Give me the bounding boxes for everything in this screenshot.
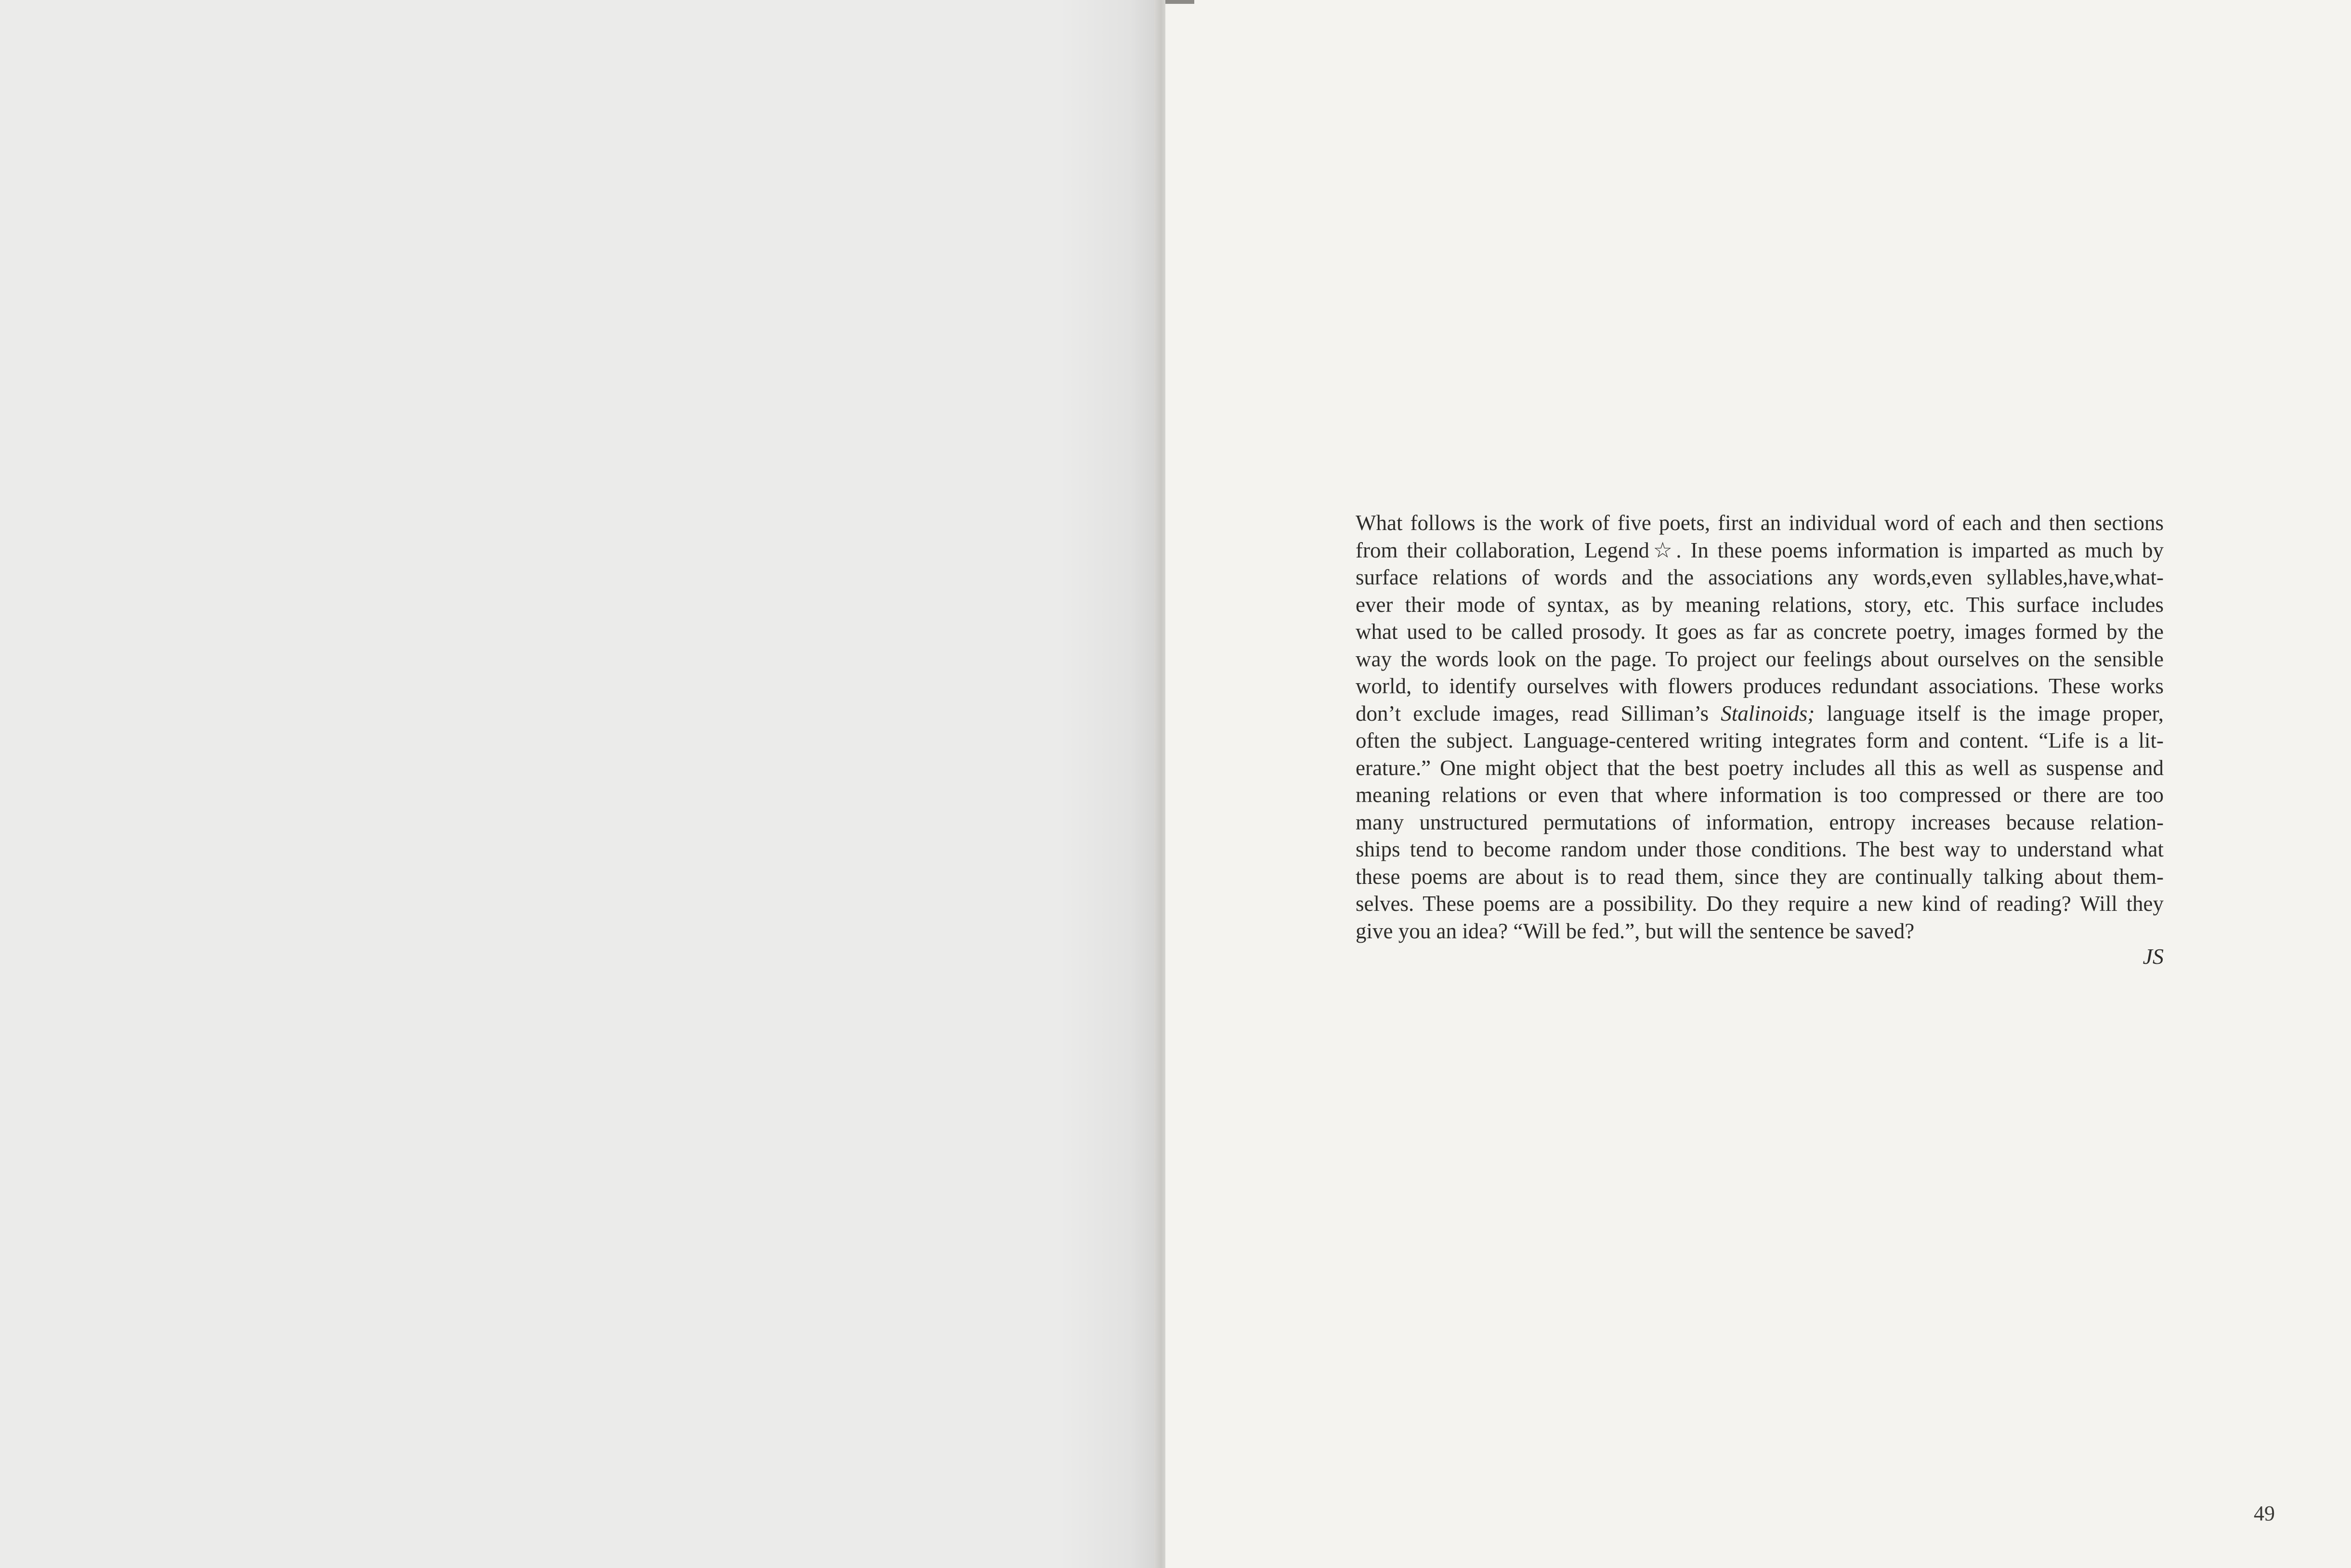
paragraph-line: ships tend to become random under those conditions. The best way to understand what xyxy=(1356,837,2164,861)
right-page xyxy=(1165,0,2351,1568)
paragraph-line: meaning relations or even that where information is too compressed or there are too xyxy=(1356,783,2164,807)
line-text-after-title: language itself is the image proper, xyxy=(1815,701,2164,726)
paragraph-line: way the words look on the page. To project our feelings about ourselves on the sensible xyxy=(1356,647,2164,671)
paragraph-line: what used to be called prosody. It goes as far as concrete poetry, images formed by the xyxy=(1356,620,2164,644)
page-edge-mark xyxy=(1165,0,1194,4)
paragraph-line: erature.” One might object that the best poetry includes all this as well as suspense and xyxy=(1356,755,2164,780)
paragraph-line: ever their mode of syntax, as by meaning relations, story, etc. This surface includes xyxy=(1356,592,2164,617)
paragraph-line: these poems are about is to read them, since they are continually talking about them- xyxy=(1356,864,2164,889)
paragraph-line: What follows is the work of five poets, first an individual word of each and then sections xyxy=(1356,511,2164,535)
introduction-paragraph xyxy=(1356,509,2164,945)
left-page-blank xyxy=(0,0,1160,1568)
author-signature: JS xyxy=(2142,944,2164,969)
line-text-before-title: don’t exclude images, read Silliman’s xyxy=(1356,701,1721,726)
paragraph-line: from their collaboration, Legend☆. In these poems information is imparted as much by xyxy=(1356,538,2164,562)
paragraph-line: often the subject. Language-centered writing integrates form and content. “Life is a lit- xyxy=(1356,728,2164,752)
book-title-stalinoids: Stalinoids; xyxy=(1721,701,1815,726)
paragraph-line: many unstructured permutations of information, entropy increases because relation- xyxy=(1356,810,2164,834)
paragraph-line: surface relations of words and the associations any words,even syllables,have,what- xyxy=(1356,565,2164,589)
paragraph-line-with-title xyxy=(1356,700,2164,727)
page-number: 49 xyxy=(2254,1502,2275,1525)
paragraph-line: selves. These poems are a possibility. Do they require a new kind of reading? Will they xyxy=(1356,892,2164,916)
paragraph-line: world, to identify ourselves with flowers produces redundant associations. These works xyxy=(1356,674,2164,698)
paragraph-line-last: give you an idea? “Will be fed.”, but will the sentence be saved? xyxy=(1356,919,1915,943)
left-page-gutter-shadow xyxy=(1059,0,1160,1568)
